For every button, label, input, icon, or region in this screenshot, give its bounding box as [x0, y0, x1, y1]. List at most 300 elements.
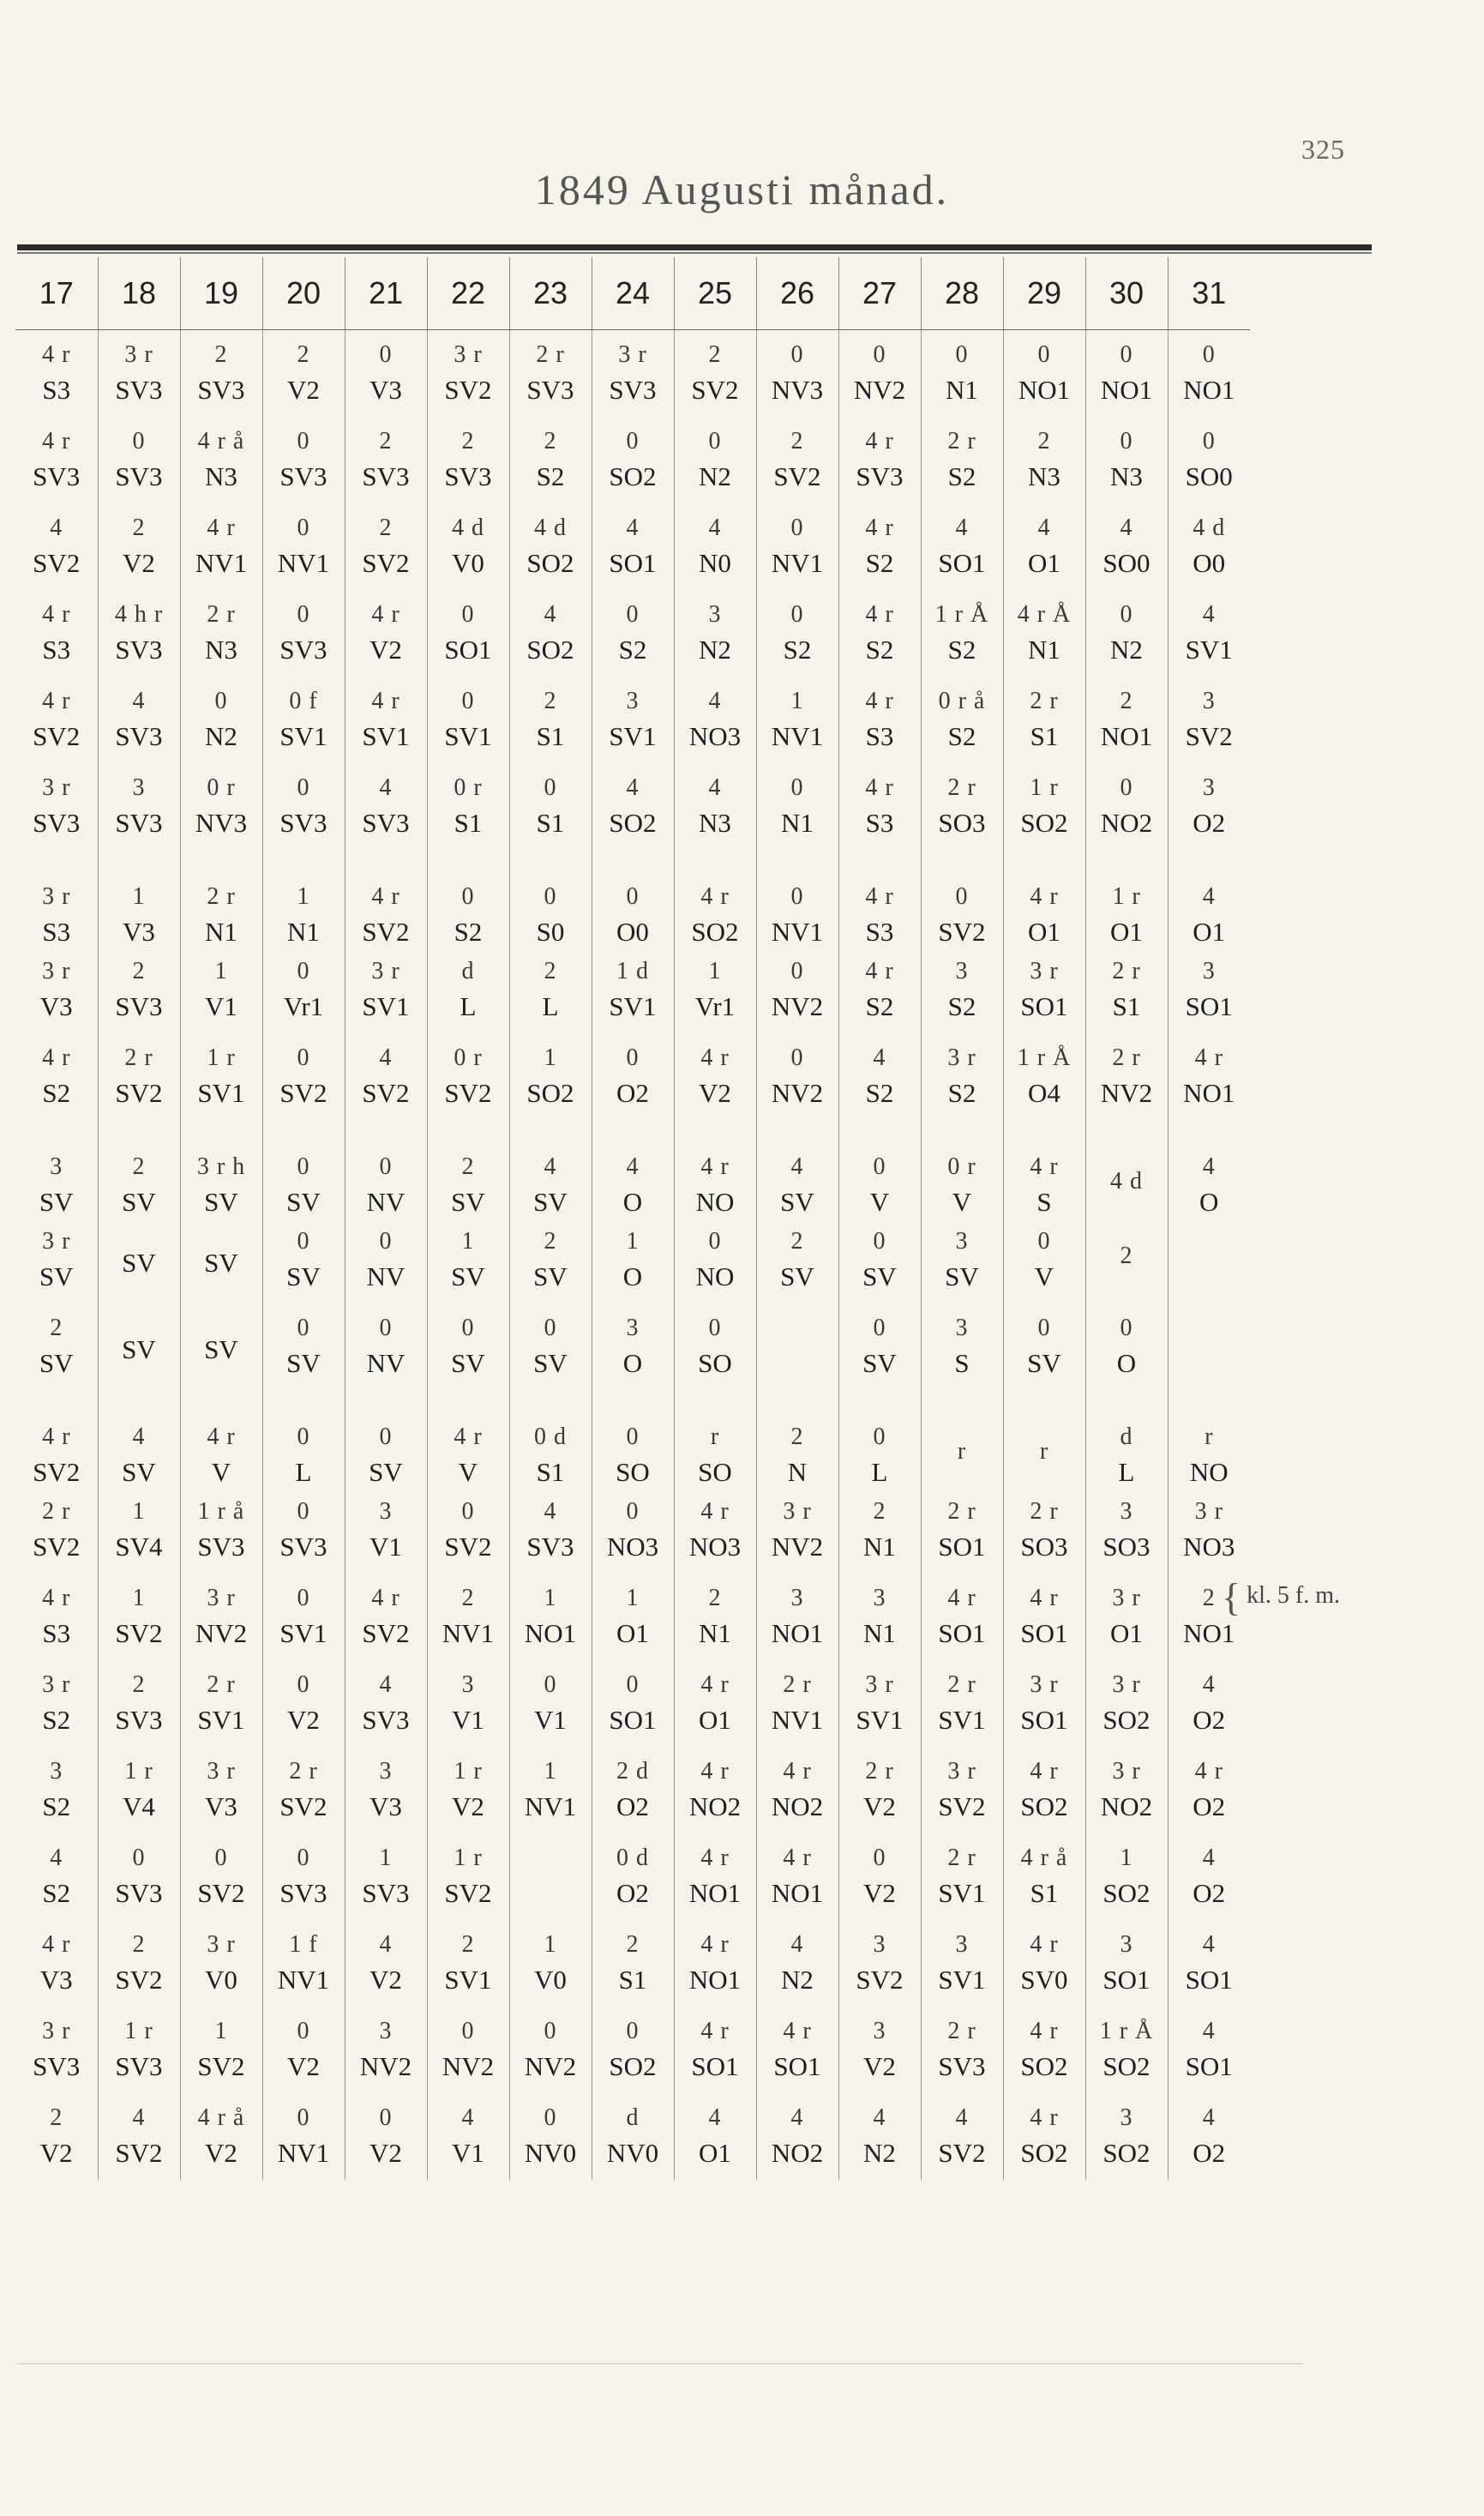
- wind-direction: SO2: [526, 634, 574, 665]
- wind-direction: NO1: [1183, 374, 1235, 405]
- wind-direction: V0: [452, 547, 484, 578]
- sky-value: 2: [1037, 428, 1051, 455]
- observation-cell: [1085, 2093, 1168, 2180]
- observation-row: [15, 1487, 1250, 1574]
- sky-value: 4 r: [42, 428, 71, 455]
- sky-value: 1: [379, 1844, 393, 1871]
- wind-direction: SV3: [115, 374, 163, 405]
- sky-value: 1 r: [124, 2017, 153, 2044]
- observation-cell: [756, 1660, 838, 1747]
- wind-direction: N1: [863, 1531, 896, 1562]
- wind-direction: NO1: [771, 1877, 824, 1908]
- sky-value: 0: [626, 1044, 640, 1071]
- sky-value: 0: [379, 1227, 393, 1255]
- observation-cell: [756, 1217, 838, 1303]
- wind-direction: N3: [205, 460, 237, 491]
- wind-direction: SO1: [691, 2050, 739, 2081]
- wind-direction: S1: [618, 1964, 647, 1995]
- sky-value: 2: [297, 341, 310, 369]
- sky-value: 0: [790, 1044, 804, 1071]
- observation-cell: [427, 1303, 509, 1390]
- sky-value: 4 r: [700, 1844, 730, 1871]
- sky-value: 0: [297, 1844, 310, 1871]
- day-header: 29: [1003, 257, 1085, 330]
- wind-direction: NO2: [1100, 807, 1153, 838]
- sky-value: 0: [626, 428, 640, 455]
- observation-cell: [427, 1390, 509, 1487]
- observation-cell: [921, 1747, 1003, 1833]
- sky-value: 3: [1202, 957, 1216, 984]
- sky-value: 3: [1120, 2104, 1133, 2131]
- sky-value: 4 r: [865, 774, 894, 802]
- day-header: 27: [838, 257, 921, 330]
- observation-cell: [1168, 330, 1250, 418]
- wind-direction: NO1: [771, 1617, 824, 1648]
- sky-value: 2: [132, 957, 146, 984]
- observation-row: [15, 330, 1250, 418]
- observation-cell: [921, 1303, 1003, 1390]
- observation-cell: [509, 1033, 592, 1120]
- sky-value: 4: [626, 515, 640, 542]
- wind-direction: SO: [616, 1456, 650, 1487]
- wind-direction: N1: [699, 1617, 731, 1648]
- observation-cell: [756, 1303, 838, 1390]
- day-header: 31: [1168, 257, 1250, 330]
- sky-value: 4 r: [42, 1044, 71, 1071]
- wind-direction: V3: [369, 1791, 402, 1821]
- observation-cell: [1085, 947, 1168, 1033]
- wind-direction: O2: [1193, 2137, 1226, 2168]
- wind-direction: NV1: [771, 916, 824, 947]
- wind-direction: NV1: [277, 2137, 330, 2168]
- sky-value: 4: [461, 2104, 475, 2131]
- observation-cell: [1168, 1920, 1250, 2007]
- observation-cell: [262, 1833, 345, 1920]
- sky-value: 0: [1120, 774, 1133, 802]
- wind-direction: SV3: [33, 2050, 81, 2081]
- sky-value: 1: [1120, 1844, 1133, 1871]
- sky-value: 0: [214, 1844, 228, 1871]
- observation-row: [15, 590, 1250, 677]
- observation-cell: [509, 850, 592, 947]
- sky-value: 2: [379, 428, 393, 455]
- observation-cell: [15, 1660, 98, 1747]
- wind-direction: N2: [781, 1964, 814, 1995]
- observation-cell: [262, 1660, 345, 1747]
- observation-cell: [921, 1033, 1003, 1120]
- sky-value: 4 r: [1030, 1584, 1059, 1611]
- wind-direction: O2: [1193, 807, 1226, 838]
- sky-value: 3 r: [371, 957, 400, 984]
- sky-value: 2 r: [1030, 1497, 1059, 1525]
- sky-value: 4 r: [947, 1584, 976, 1611]
- wind-direction: S2: [618, 634, 647, 665]
- sky-value: 3: [50, 1153, 63, 1180]
- wind-direction: S2: [947, 634, 976, 665]
- wind-direction: SV2: [33, 1531, 81, 1562]
- wind-direction: SO1: [1020, 1617, 1068, 1648]
- sky-value: 2 r: [865, 1757, 894, 1785]
- observation-cell: [1168, 2093, 1250, 2180]
- wind-direction: SO2: [1020, 2137, 1068, 2168]
- sky-value: 2 r: [1030, 688, 1059, 715]
- wind-direction: SV2: [444, 374, 492, 405]
- wind-direction: SV2: [115, 1617, 163, 1648]
- wind-direction: S2: [947, 1077, 976, 1108]
- sky-value: 3 r: [1194, 1497, 1223, 1525]
- observation-cell: [98, 417, 180, 503]
- observation-cell: [427, 1033, 509, 1120]
- sky-value: 2 r: [1112, 957, 1141, 984]
- sky-value: 0: [544, 1314, 557, 1341]
- wind-direction: SV3: [115, 2050, 163, 2081]
- observation-cell: [180, 1303, 262, 1390]
- observation-cell: [509, 1217, 592, 1303]
- observation-cell: [756, 850, 838, 947]
- day-header: 30: [1085, 257, 1168, 330]
- wind-direction: SV2: [33, 547, 81, 578]
- observation-cell: [180, 417, 262, 503]
- observation-cell: [838, 330, 921, 418]
- sky-value: 2: [461, 1584, 475, 1611]
- observation-cell: [1003, 1747, 1085, 1833]
- sky-value: 4 r: [207, 1423, 236, 1450]
- observation-cell: [509, 503, 592, 590]
- observation-cell: [1085, 1217, 1168, 1303]
- observation-cell: [921, 1574, 1003, 1660]
- wind-direction: SV: [780, 1186, 814, 1217]
- sky-value: 3 r: [124, 341, 153, 369]
- sky-value: 2: [790, 428, 804, 455]
- wind-direction: NO2: [1100, 1791, 1153, 1821]
- sky-value: 0: [544, 2017, 557, 2044]
- observation-cell: [592, 417, 674, 503]
- sky-value: 4: [1202, 2104, 1216, 2131]
- observation-cell: [674, 850, 756, 947]
- observation-cell: [756, 1574, 838, 1660]
- observation-cell: [921, 2007, 1003, 2093]
- wind-direction: SO1: [609, 547, 657, 578]
- observation-cell: [756, 763, 838, 850]
- observation-cell: [838, 677, 921, 763]
- wind-direction: O2: [616, 1791, 649, 1821]
- sky-value: 4 d: [1110, 1167, 1143, 1195]
- observation-cell: [509, 2093, 592, 2180]
- wind-direction: SV1: [444, 720, 492, 751]
- wind-direction: Vr1: [283, 990, 324, 1021]
- sky-value: 4: [544, 1153, 557, 1180]
- observation-cell: [592, 850, 674, 947]
- observation-cell: [921, 1660, 1003, 1747]
- sky-value: 3 r: [783, 1497, 812, 1525]
- sky-value: 4 r: [700, 2017, 730, 2044]
- sky-value: 1: [461, 1227, 475, 1255]
- wind-direction: O0: [616, 916, 649, 947]
- wind-direction: SO1: [1185, 990, 1233, 1021]
- sky-value: 4 r: [42, 1584, 71, 1611]
- sky-value: 4: [873, 2104, 886, 2131]
- observation-cell: [674, 677, 756, 763]
- observation-cell: [592, 1747, 674, 1833]
- observation-cell: [1168, 1487, 1250, 1574]
- sky-value: 4 r: [865, 428, 894, 455]
- sky-value: 3: [379, 1497, 393, 1525]
- wind-direction: S: [1036, 1186, 1052, 1217]
- observation-cell: [1003, 1574, 1085, 1660]
- sky-value: 4 r: [700, 1497, 730, 1525]
- wind-direction: SV0: [1020, 1964, 1068, 1995]
- observation-cell: [262, 1920, 345, 2007]
- wind-direction: SV: [780, 1261, 814, 1291]
- observation-cell: [509, 1303, 592, 1390]
- observation-cell: [262, 1487, 345, 1574]
- observation-cell: [180, 677, 262, 763]
- sky-value: 2: [626, 1930, 640, 1958]
- observation-cell: [674, 763, 756, 850]
- observation-cell: [427, 330, 509, 418]
- wind-direction: SO3: [1020, 1531, 1068, 1562]
- sky-value: 4 r: [371, 688, 400, 715]
- observation-cell: [1085, 417, 1168, 503]
- sky-value: 3 r: [1030, 1670, 1059, 1698]
- wind-direction: O1: [616, 1617, 649, 1648]
- wind-direction: O: [1199, 1186, 1219, 1217]
- observation-cell: [1085, 330, 1168, 418]
- observation-cell: [98, 1833, 180, 1920]
- sky-value: 1: [626, 1227, 640, 1255]
- sky-value: 0: [1120, 601, 1133, 629]
- observation-cell: [838, 1747, 921, 1833]
- wind-direction: SV2: [444, 1077, 492, 1108]
- observation-cell: [1085, 503, 1168, 590]
- sky-value: 0 r: [454, 774, 483, 802]
- wind-direction: O: [622, 1186, 643, 1217]
- page-number: 325: [1301, 134, 1345, 165]
- sky-value: 0: [544, 883, 557, 910]
- observation-cell: [1085, 1303, 1168, 1390]
- wind-direction: SV: [204, 1186, 238, 1217]
- sky-value: 0: [379, 2104, 393, 2131]
- wind-direction: SV3: [115, 807, 163, 838]
- observation-cell: [509, 590, 592, 677]
- wind-direction: SO2: [1102, 1704, 1151, 1735]
- observation-cell: [1003, 1660, 1085, 1747]
- observation-row: [15, 1120, 1250, 1217]
- wind-direction: N1: [946, 374, 978, 405]
- sky-value: 1 r å: [197, 1497, 245, 1525]
- observation-cell: [1003, 417, 1085, 503]
- wind-direction: L: [295, 1456, 312, 1487]
- sky-value: 2 r: [289, 1757, 318, 1785]
- wind-direction: NV1: [771, 720, 824, 751]
- sky-value: 4 r: [700, 1044, 730, 1071]
- wind-direction: SO1: [938, 1617, 986, 1648]
- wind-direction: SV: [39, 1186, 74, 1217]
- sky-value: 4: [379, 774, 393, 802]
- sky-value: 0 r å: [938, 688, 986, 715]
- wind-direction: V2: [452, 1791, 484, 1821]
- wind-direction: L: [542, 990, 559, 1021]
- wind-direction: V2: [123, 547, 155, 578]
- wind-direction: NV2: [442, 2050, 495, 2081]
- sky-value: 2: [708, 1584, 722, 1611]
- observation-cell: [509, 417, 592, 503]
- sky-value: 4: [132, 1423, 146, 1450]
- sky-value: 0: [132, 1844, 146, 1871]
- sky-value: 3 r: [42, 1227, 71, 1255]
- observation-body: [15, 330, 1250, 2180]
- observation-row: [15, 763, 1250, 850]
- wind-direction: N3: [699, 807, 731, 838]
- wind-direction: SO2: [1020, 2050, 1068, 2081]
- wind-direction: SV1: [856, 1704, 904, 1735]
- wind-direction: N1: [863, 1617, 896, 1648]
- sky-value: 3: [461, 1670, 475, 1698]
- wind-direction: S2: [947, 990, 976, 1021]
- sky-value: 0: [790, 341, 804, 369]
- wind-direction: V: [869, 1186, 890, 1217]
- sky-value: 0: [297, 1423, 310, 1450]
- sky-value: 0: [955, 883, 969, 910]
- wind-direction: NO1: [1183, 1617, 1235, 1648]
- observation-cell: [345, 677, 427, 763]
- sky-value: 1 r: [454, 1844, 483, 1871]
- wind-direction: SV1: [938, 1704, 986, 1735]
- day-header: 26: [756, 257, 838, 330]
- sky-value: 1: [214, 957, 228, 984]
- sky-value: 0: [297, 1497, 310, 1525]
- wind-direction: V2: [369, 2137, 402, 2168]
- sky-value: 3: [955, 1930, 969, 1958]
- wind-direction: SV: [451, 1186, 485, 1217]
- wind-direction: SO2: [609, 2050, 657, 2081]
- observation-cell: [756, 417, 838, 503]
- observation-cell: [427, 2093, 509, 2180]
- sky-value: 2: [214, 341, 228, 369]
- observation-cell: [921, 503, 1003, 590]
- observation-cell: [1003, 330, 1085, 418]
- sky-value: 2 d: [616, 1757, 649, 1785]
- observation-cell: [98, 2093, 180, 2180]
- observation-cell: [921, 763, 1003, 850]
- sky-value: 4 r: [1030, 883, 1059, 910]
- day-header: 25: [674, 257, 756, 330]
- observation-cell: [592, 503, 674, 590]
- observation-cell: [427, 1747, 509, 1833]
- wind-direction: NO: [695, 1261, 735, 1291]
- wind-direction: NV2: [771, 1077, 824, 1108]
- observation-cell: [180, 1920, 262, 2007]
- wind-direction: SV: [451, 1261, 485, 1291]
- observation-cell: [345, 1390, 427, 1487]
- day-header: 20: [262, 257, 345, 330]
- observation-cell: [838, 850, 921, 947]
- sky-value: 3 r: [42, 2017, 71, 2044]
- sky-value: 4 d: [534, 515, 567, 542]
- observation-cell: [756, 677, 838, 763]
- observation-cell: [592, 330, 674, 418]
- observation-cell: [180, 590, 262, 677]
- wind-direction: V0: [205, 1964, 237, 1995]
- wind-direction: V1: [205, 990, 237, 1021]
- observation-cell: [1168, 1833, 1250, 1920]
- wind-direction: NO1: [1100, 374, 1153, 405]
- observation-cell: [921, 677, 1003, 763]
- wind-direction: SV: [945, 1261, 979, 1291]
- observation-cell: [674, 1574, 756, 1660]
- wind-direction: S3: [865, 807, 894, 838]
- wind-direction: V0: [534, 1964, 567, 1995]
- sky-value: 3 r: [1030, 957, 1059, 984]
- observation-cell: [509, 1120, 592, 1217]
- sky-value: 4 r: [700, 1153, 730, 1180]
- observation-cell: [180, 947, 262, 1033]
- sky-value: 3: [873, 1584, 886, 1611]
- wind-direction: O1: [1028, 547, 1060, 578]
- observation-cell: [1085, 590, 1168, 677]
- wind-direction: S2: [783, 634, 812, 665]
- sky-value: 0: [461, 1497, 475, 1525]
- sky-value: 4: [1202, 601, 1216, 629]
- wind-direction: V2: [863, 2050, 896, 2081]
- observation-cell: [1168, 1217, 1250, 1303]
- observation-cell: [592, 1574, 674, 1660]
- wind-direction: S2: [947, 460, 976, 491]
- observation-cell: [592, 763, 674, 850]
- sky-value: 4: [1037, 515, 1051, 542]
- wind-direction: S3: [865, 916, 894, 947]
- observation-cell: [262, 677, 345, 763]
- wind-direction: V2: [287, 1704, 320, 1735]
- wind-direction: N1: [781, 807, 814, 838]
- observation-cell: [15, 1920, 98, 2007]
- sky-value: r: [1205, 1423, 1214, 1450]
- sky-value: 0 d: [534, 1423, 567, 1450]
- sky-value: 0: [461, 883, 475, 910]
- wind-direction: SV: [122, 1334, 156, 1365]
- wind-direction: V: [1034, 1261, 1054, 1291]
- observation-cell: [1168, 1747, 1250, 1833]
- sky-value: 4: [708, 774, 722, 802]
- observation-cell: [1168, 947, 1250, 1033]
- wind-direction: SO1: [444, 634, 492, 665]
- sky-value: 1 r: [1112, 883, 1141, 910]
- observation-cell: [509, 2007, 592, 2093]
- wind-direction: SV1: [609, 990, 657, 1021]
- observation-cell: [1003, 850, 1085, 947]
- wind-direction: SO2: [1102, 2050, 1151, 2081]
- observation-cell: [180, 2093, 262, 2180]
- wind-direction: NV2: [771, 1531, 824, 1562]
- wind-direction: SO1: [1185, 1964, 1233, 1995]
- wind-direction: SO2: [1102, 1877, 1151, 1908]
- wind-direction: NO: [695, 1186, 735, 1217]
- observation-cell: [921, 1487, 1003, 1574]
- observation-cell: [15, 1303, 98, 1390]
- observation-cell: [1085, 1120, 1168, 1217]
- sky-value: 3: [873, 1930, 886, 1958]
- sky-value: 4 r: [1194, 1757, 1223, 1785]
- observation-cell: [592, 1833, 674, 1920]
- sky-value: 1: [214, 2017, 228, 2044]
- sky-value: 0: [873, 341, 886, 369]
- observation-cell: [262, 850, 345, 947]
- wind-direction: SV: [204, 1248, 238, 1279]
- observation-cell: [345, 503, 427, 590]
- observation-cell: [98, 1920, 180, 2007]
- observation-cell: [1003, 1120, 1085, 1217]
- wind-direction: SV1: [362, 990, 410, 1021]
